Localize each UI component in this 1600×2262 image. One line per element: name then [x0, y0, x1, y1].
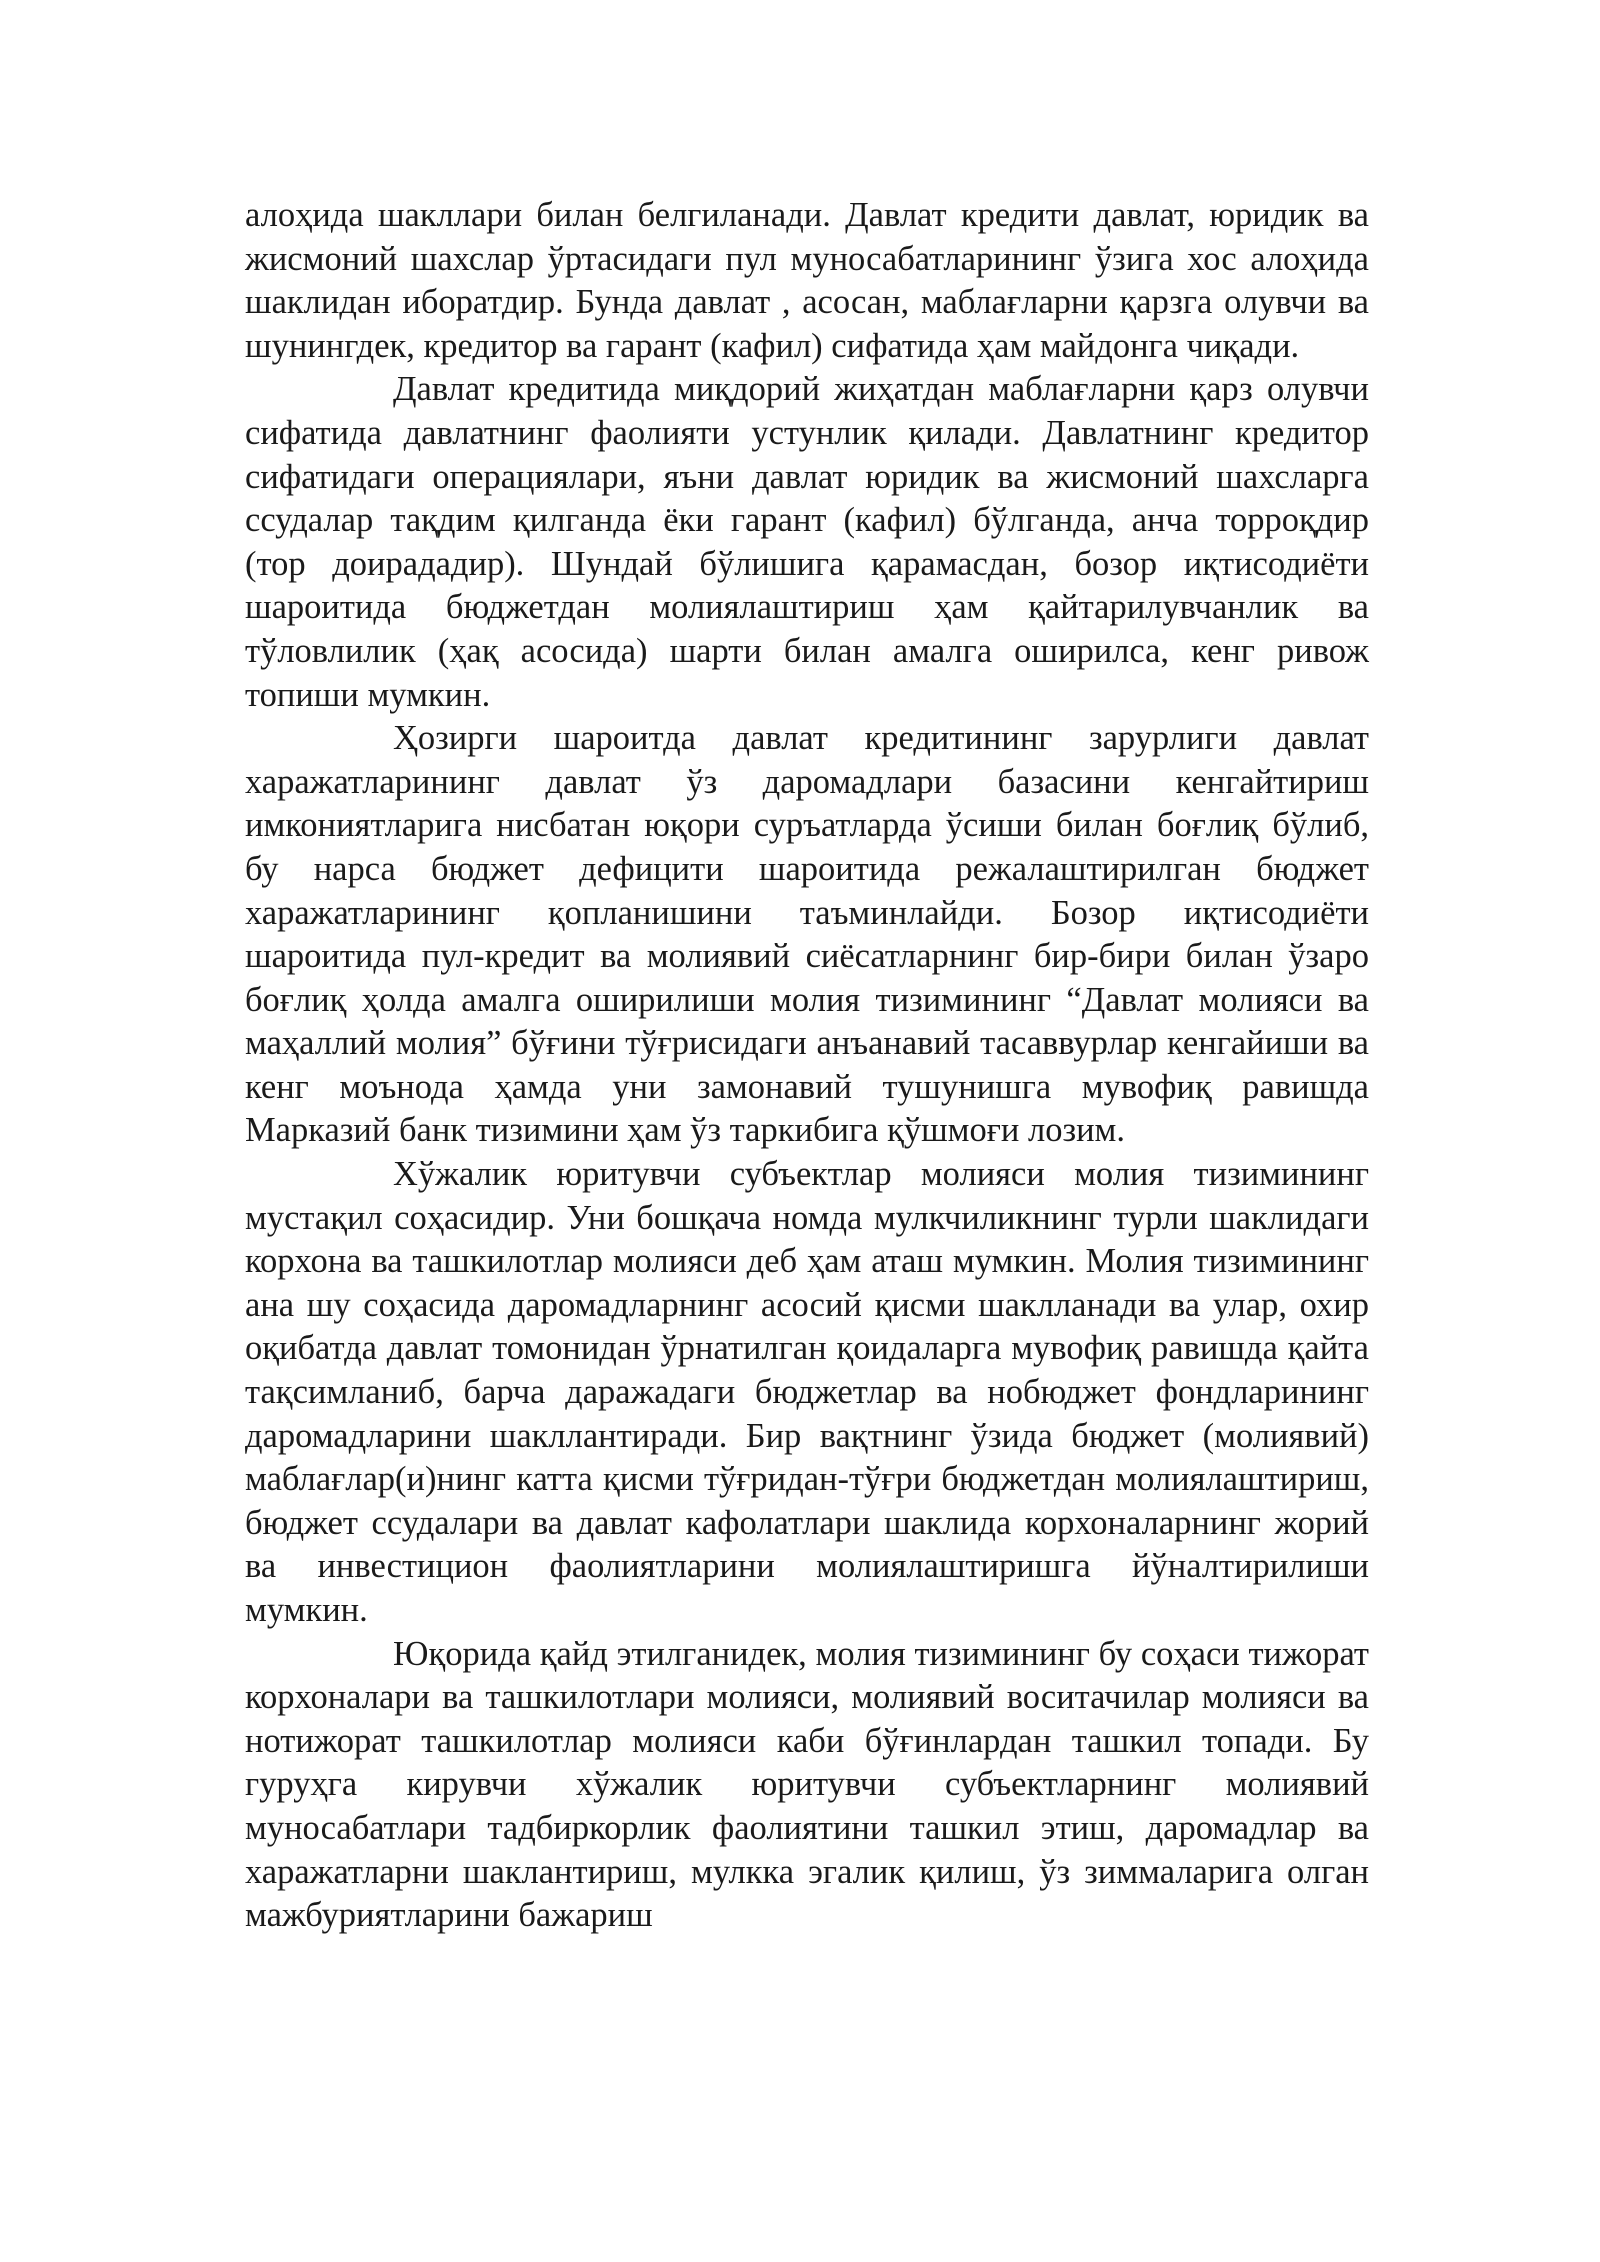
paragraph-5: Юқорида қайд этилганидек, молия тизимининг бу соҳаси тижорат корхоналари ва ташкилотлари молияси, молиявий воситачилар молияси ва нотижорат ташкилотлар молияси каби бўғинлардан ташкил топади. Бу гуруҳга кирувчи хўжалик юритувчи субъектларнинг молиявий муносабатлари тадбиркорлик фаолиятини ташкил этиш, даромадлар ва харажатларни шаклантириш, мулкка эгалик қилиш, ўз зиммаларига олган мажбуриятларини бажариш [245, 1634, 1369, 1935]
paragraph-3: Ҳозирги шароитда давлат кредитининг зарурлиги давлат харажатларининг давлат ўз даромадлари базасини кенгайтириш имкониятларига нисбатан юқори суръатларда ўсиши билан боғлиқ бўлиб, бу нарса бюджет дефицити шароитида режалаштирилган бюджет харажатларининг қопланишини таъминлайди. Бозор иқтисодиёти шароитида пул-кредит ва молиявий сиёсатларнинг бир-бири билан ўзаро боғлиқ ҳолда амалга оширилиши молия тизимининг “Давлат молияси ва маҳаллий молия” бўғини тўғрисидаги анъанавий тасаввурлар кенгайиши ва кенг моънода ҳамда уни замонавий тушунишга мувофиқ равишда Марказий банк тизимини ҳам ўз таркибига қўшмоғи лозим. [245, 719, 1369, 1150]
document-page [245, 194, 1369, 1938]
paragraph-1: алоҳида шакллари билан белгиланади. Давлат кредити давлат, юридик ва жисмоний шахслар ўртасидаги пул муносабатларининг ўзига хос алоҳида шаклидан иборатдир. Бунда давлат , асосан, маблағларни қарзга олувчи ва шунингдек, кредитор ва гарант (кафил) сифатида ҳам майдонга чиқади. [245, 196, 1369, 365]
paragraph-4: Хўжалик юритувчи субъектлар молияси молия тизимининг мустақил соҳасидир. Уни бошқача номда мулкчиликнинг турли шаклидаги корхона ва ташкилотлар молияси деб ҳам аташ мумкин. Молия тизимининг ана шу соҳасида даромадларнинг асосий қисми шаклланади ва улар, охир оқибатда давлат томонидан ўрнатилган қоидаларга мувофиқ равишда қайта тақсимланиб, барча даражадаги бюджетлар ва нобюджет фондларининг даромадларини шакллантиради. Бир вақтнинг ўзида бюджет (молиявий) маблағлар(и)нинг катта қисми тўғридан-тўғри бюджетдан молиялаштириш, бюджет ссудалари ва давлат кафолатлари шаклида корхоналарнинг жорий ва инвестицион фаолиятларини молиялаштиришга йўналтирилиши мумкин. [245, 1155, 1369, 1629]
paragraph-2: Давлат кредитида миқдорий жиҳатдан маблағларни қарз олувчи сифатида давлатнинг фаолияти устунлик қилади. Давлатнинг кредитор сифатидаги операциялари, яъни давлат юридик ва жисмоний шахсларга ссудалар тақдим қилганда ёки гарант (кафил) бўлганда, анча торроқдир (тор доирададир). Шундай бўлишига қарамасдан, бозор иқтисодиёти шароитида бюджетдан молиялаштириш ҳам қайтарилувчанлик ва тўловлилик (ҳақ асосида) шарти билан амалга оширилса, кенг ривож топиши мумкин. [245, 370, 1369, 714]
